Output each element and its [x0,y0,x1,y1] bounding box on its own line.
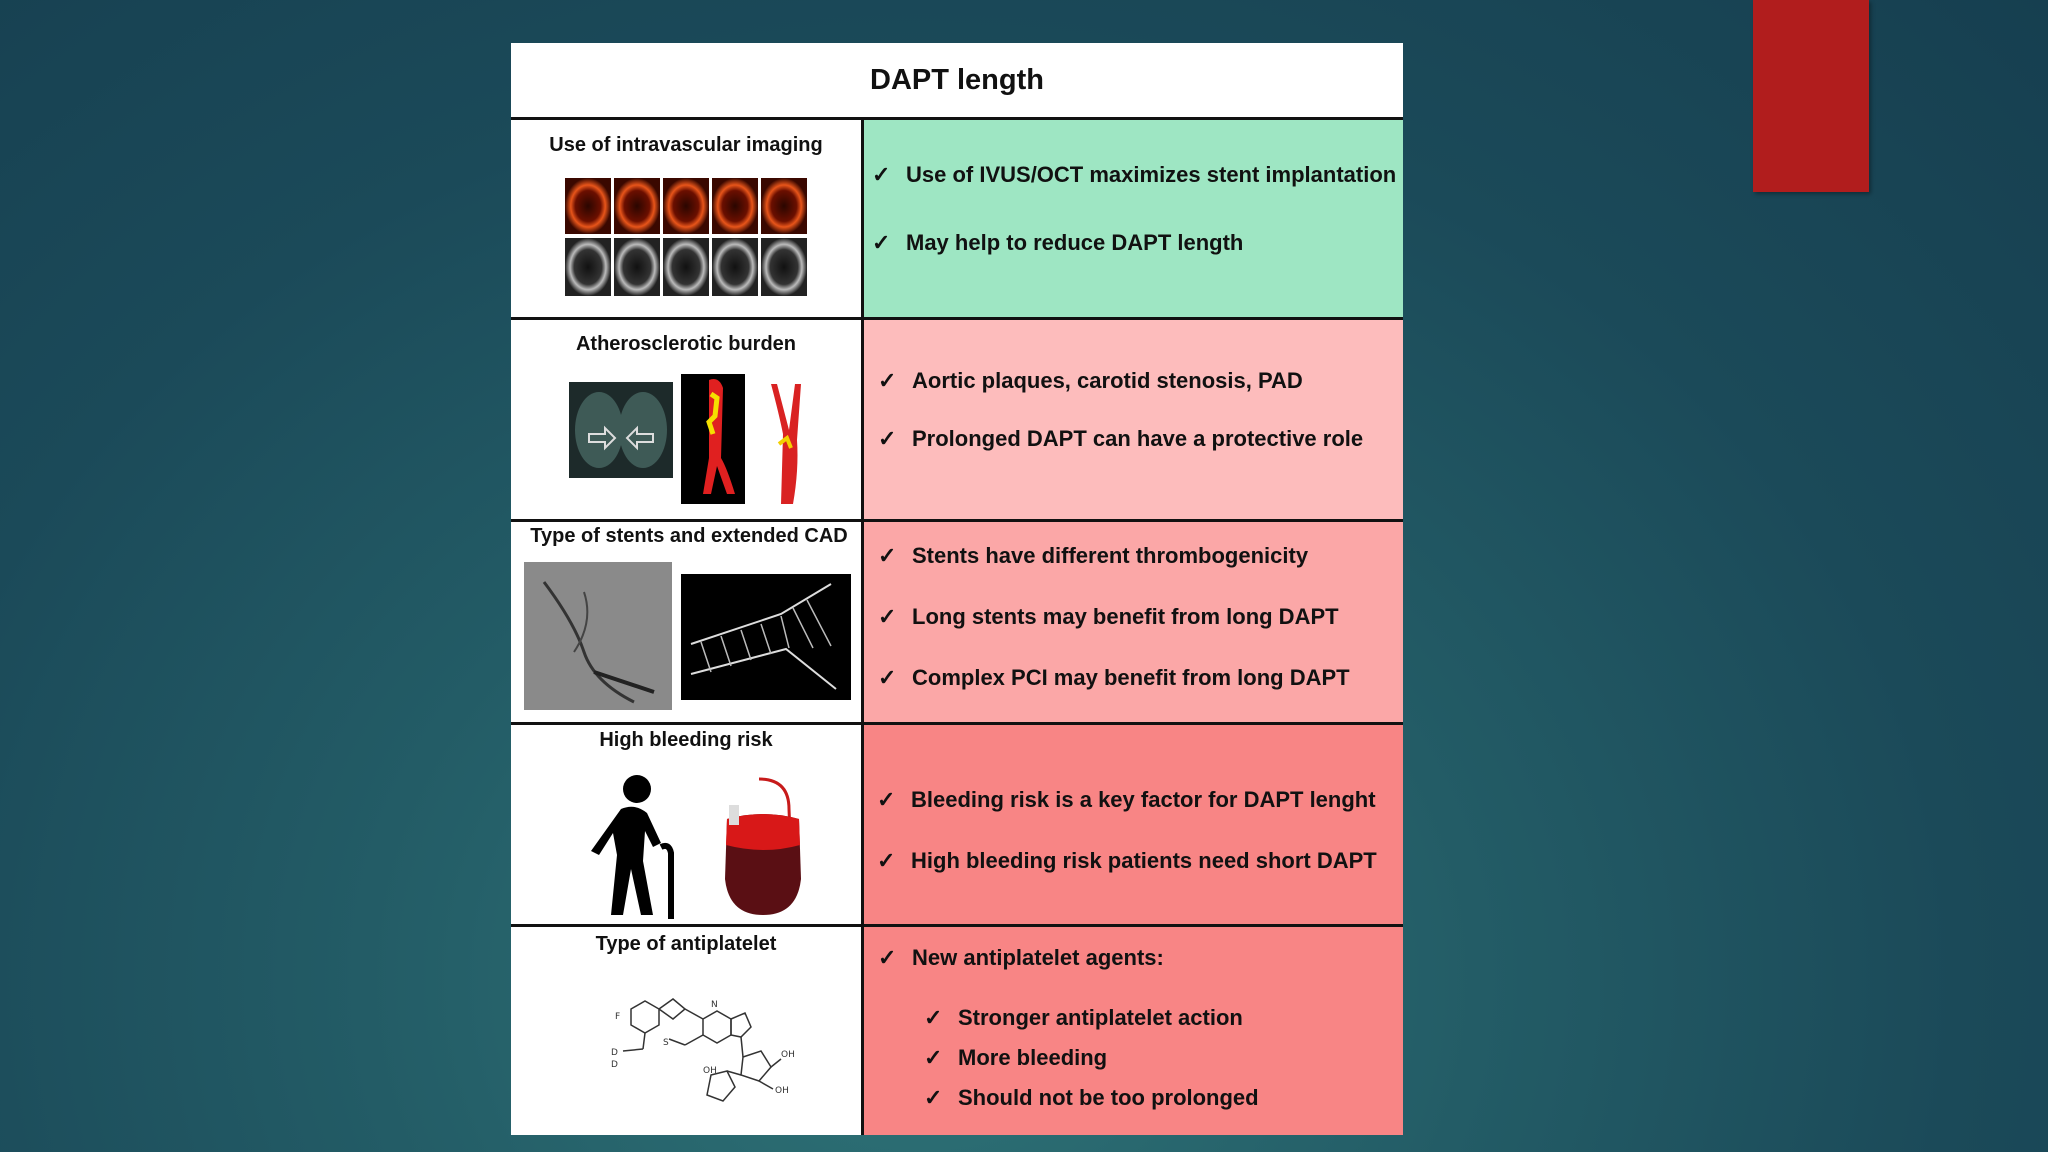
right-cell [864,725,1403,924]
svg-text:OH: OH [703,1066,717,1076]
stent-image [681,574,851,700]
row-title: Atherosclerotic burden [575,333,797,355]
check-icon: ✓ [878,543,897,568]
bullet-item: ✓ Stents have different thrombogenicity [878,543,1309,568]
check-icon: ✓ [924,1085,943,1110]
row-high-bleeding-risk [511,722,1403,924]
row-type-of-stents [511,519,1403,722]
bullet-item: ✓ New antiplatelet agents: [878,945,1164,970]
carotid-artery-image [755,374,821,504]
check-icon: ✓ [877,787,896,812]
elderly-person-icon [591,773,691,919]
bullet-item: ✓ Long stents may benefit from long DAPT [878,604,1339,629]
check-icon: ✓ [878,945,897,970]
left-cell [511,522,864,722]
check-icon: ✓ [924,1005,943,1030]
left-cell [511,927,864,1135]
sub-bullet-item: ✓ Stronger antiplatelet action [924,1005,1243,1030]
check-icon: ✓ [878,426,897,451]
svg-text:D: D [611,1048,618,1058]
svg-text:OH: OH [775,1086,789,1096]
dapt-figure [511,43,1403,1135]
svg-text:OH: OH [781,1050,795,1060]
molecule-structure-image [603,979,799,1115]
row-title: Type of stents and extended CAD [530,525,848,547]
right-cell [864,927,1403,1135]
row-intravascular-imaging [511,117,1403,317]
left-cell [511,120,864,317]
sub-bullet-item: ✓ More bleeding [924,1045,1108,1070]
right-cell [864,320,1403,519]
check-icon: ✓ [877,848,896,873]
row-title: Type of antiplatelet [595,933,777,955]
row-atherosclerotic-burden [511,317,1403,519]
check-icon: ✓ [878,368,897,393]
row-type-of-antiplatelet [511,924,1403,1135]
svg-text:S: S [663,1038,669,1048]
bullet-item: ✓ High bleeding risk patients need short DAPT [877,848,1377,873]
angiogram-image [524,562,672,710]
svg-text:F: F [615,1012,621,1022]
bullet-item: ✓ Aortic plaques, carotid stenosis, PAD [878,368,1303,393]
check-icon: ✓ [878,665,897,690]
bullet-item: ✓ Bleeding risk is a key factor for DAPT lenght [877,787,1376,812]
bullet-item: ✓ May help to reduce DAPT length [872,230,1244,255]
bullet-item: ✓ Complex PCI may benefit from long DAPT [878,665,1350,690]
svg-text:N: N [711,1000,718,1010]
left-cell [511,320,864,519]
figure-title: DAPT length [870,63,1044,96]
blood-bag-icon [719,775,807,917]
right-cell [864,120,1403,317]
check-icon: ✓ [872,162,891,187]
check-icon: ✓ [878,604,897,629]
bullet-item: ✓ Use of IVUS/OCT maximizes stent implantation [872,162,1397,187]
sub-bullet-item: ✓ Should not be too prolonged [924,1085,1259,1110]
check-icon: ✓ [924,1045,943,1070]
right-cell [864,522,1403,722]
aorta-image [681,374,745,504]
accent-bar [1753,0,1869,192]
check-icon: ✓ [872,230,891,255]
left-cell [511,725,864,924]
row-title: Use of intravascular imaging [549,134,823,156]
bullet-item: ✓ Prolonged DAPT can have a protective role [878,426,1364,451]
ivus-oct-image-grid [565,178,809,298]
ct-scan-image [569,382,673,478]
svg-text:D: D [611,1060,618,1070]
row-title: High bleeding risk [599,729,773,751]
